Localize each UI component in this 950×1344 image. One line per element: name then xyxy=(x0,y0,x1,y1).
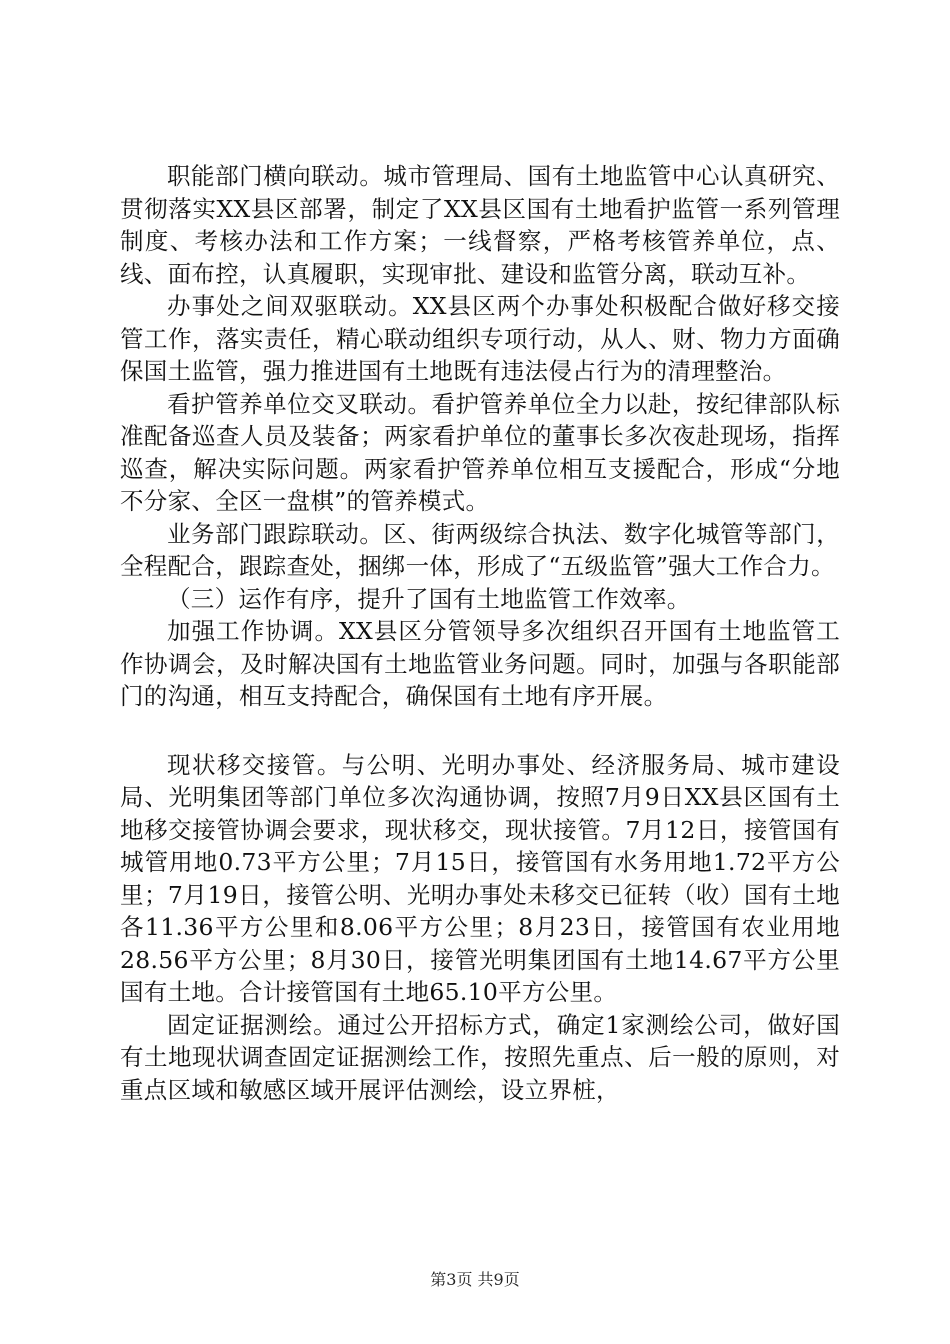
paragraph-office-linkage: 办事处之间双驱联动。XX县区两个办事处积极配合做好移交接管工作，落实责任，精心联动组织专项行动，从人、财、物力方面确保国土监管，强力推进国有土地既有违法侵占行为的清理整治。 xyxy=(120,292,840,385)
paragraph-handover: 现状移交接管。与公明、光明办事处、经济服务局、城市建设局、光明集团等部门单位多次沟通协调，按照7月9日XX县区国有土地移交接管协调会要求，现状移交，现状接管。7月12日，接管国有城管用地0.73平方公里；7月15日，接管国有水务用地1.72平方公里；7月19日，接管公明、光明办事处未移交已征转（收）国有土地各11.36平方公里和8.06平方公里；8月23日，接管国有农业用地28.56平方公里；8月30日，接管光明集团国有土地14.67平方公里国有土地。合计接管国有土地65.10平方公里。 xyxy=(120,750,840,1006)
paragraph-survey: 固定证据测绘。通过公开招标方式，确定1家测绘公司，做好国有土地现状调查固定证据测绘工作，按照先重点、后一般的原则，对重点区域和敏感区域开展评估测绘，设立界桩， xyxy=(120,1010,840,1104)
document-body xyxy=(120,160,840,1106)
paragraph-gap xyxy=(120,713,840,749)
paragraph-horizontal-linkage: 职能部门横向联动。城市管理局、国有土地监管中心认真研究、贯彻落实XX县区部署，制定了XX县区国有土地看护监管一系列管理制度、考核办法和工作方案；一线督察，严格考核管养单位，点、线、面布控，认真履职，实现审批、建设和监管分离，联动互补。 xyxy=(120,162,840,288)
paragraph-department-linkage: 业务部门跟踪联动。区、街两级综合执法、数字化城管等部门，全程配合，跟踪查处，捆绑一体，形成了“五级监管”强大工作合力。 xyxy=(120,519,840,580)
paragraph-maintenance-linkage: 看护管养单位交叉联动。看护管养单位全力以赴，按纪律部队标准配备巡查人员及装备；两家看护单位的董事长多次夜赴现场，指挥巡查，解决实际问题。两家看护管养单位相互支援配合，形成“分地不分家、全区一盘棋”的管养模式。 xyxy=(120,389,840,515)
paragraph-coordination: 加强工作协调。XX县区分管领导多次组织召开国有土地监管工作协调会，及时解决国有土地监管业务问题。同时，加强与各职能部门的沟通，相互支持配合，确保国有土地有序开展。 xyxy=(120,617,840,710)
section-heading-3: （三）运作有序，提升了国有土地监管工作效率。 xyxy=(167,584,691,613)
page-number-footer: 第3页 共9页 xyxy=(430,1270,520,1289)
